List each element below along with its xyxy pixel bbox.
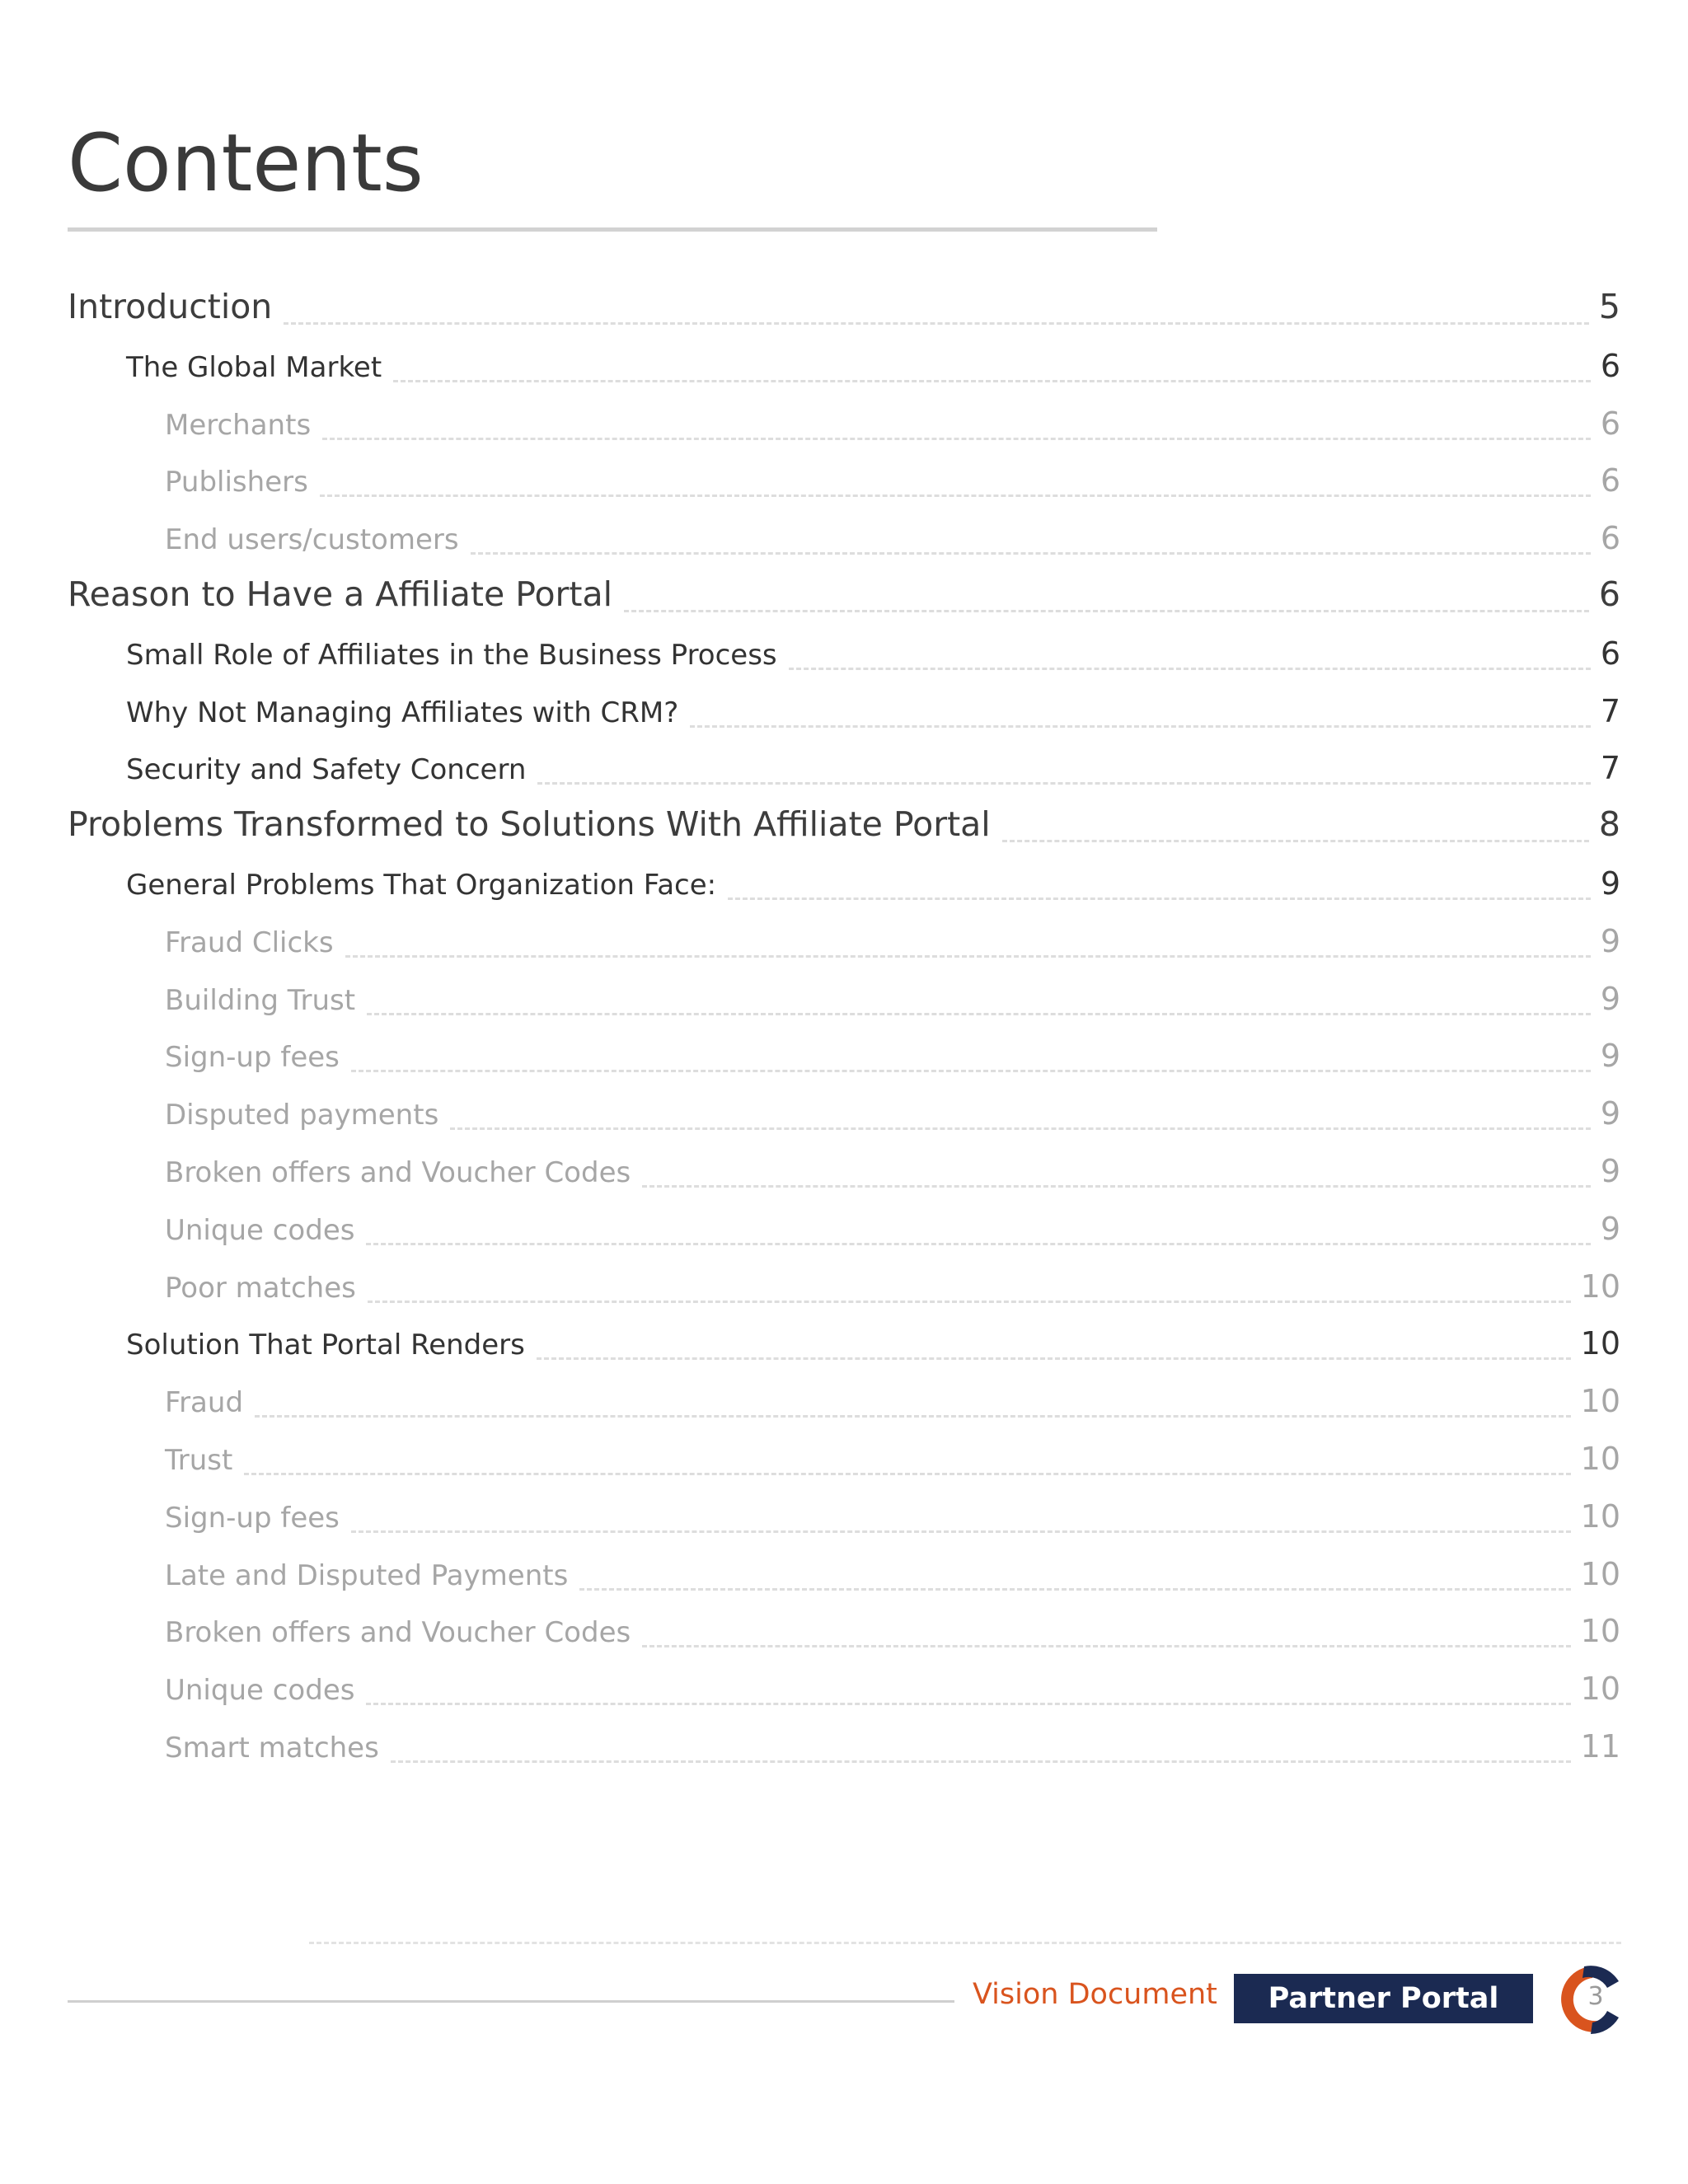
toc-entry[interactable] [165,1370,1620,1419]
toc-entry-label: Publishers [165,466,308,499]
toc-entry-page: 9 [1600,1038,1620,1075]
toc-entry-label: Broken offers and Voucher Codes [165,1616,631,1650]
toc-entry-page: 6 [1600,347,1620,384]
dotted-leader-line [309,1942,1621,1944]
toc-leader-line [642,1185,1591,1188]
toc-entry-label: Poor matches [165,1271,356,1305]
page-title: Contents [68,117,424,209]
toc-entry[interactable] [165,1140,1620,1189]
toc-leader-line [579,1588,1570,1591]
toc-entry-label: Trust [165,1444,233,1477]
toc-entry-label: Unique codes [165,1213,355,1247]
toc-entry-page: 10 [1580,1383,1620,1420]
toc-entry-label: Sign-up fees [165,1041,340,1075]
toc-entry[interactable] [165,507,1620,556]
toc-entry-label: Sign-up fees [165,1501,340,1535]
toc-leader-line [284,322,1589,325]
toc-entry-label: Security and Safety Concern [126,753,527,787]
toc-entry-label: Why Not Managing Affiliates with CRM? [126,696,679,729]
toc-entry-page: 6 [1600,520,1620,557]
toc-entry[interactable] [126,737,1620,786]
toc-entry[interactable] [165,1657,1620,1707]
toc-entry[interactable] [165,1255,1620,1305]
toc-leader-line [345,955,1591,958]
toc-entry[interactable] [165,1485,1620,1535]
toc-entry-label: Smart matches [165,1732,379,1765]
toc-entry-page: 9 [1600,922,1620,959]
toc-leader-line [471,552,1591,555]
toc-leader-line [728,898,1591,900]
toc-entry[interactable] [126,335,1620,384]
toc-entry[interactable] [165,1715,1620,1765]
toc-leader-line [244,1473,1570,1475]
toc-entry-page: 8 [1598,804,1620,845]
toc-leader-line [391,1760,1571,1763]
toc-entry[interactable] [68,794,1620,844]
footer-badge: Partner Portal [1234,1974,1533,2023]
footer-document-label: Vision Document [973,1978,1217,2011]
toc-entry[interactable] [165,1600,1620,1649]
toc-entry[interactable] [126,852,1620,902]
toc-leader-line [255,1415,1571,1418]
toc-leader-line [450,1127,1591,1130]
toc-entry-page: 9 [1600,1210,1620,1247]
toc-leader-line [351,1070,1591,1072]
footer-divider [68,2000,954,2003]
toc-leader-line [368,1301,1571,1303]
toc-entry[interactable] [68,277,1620,326]
toc-entry-page: 10 [1580,1613,1620,1650]
toc-entry-label: Unique codes [165,1674,355,1708]
toc-entry-label: Small Role of Affiliates in the Business Process [126,638,777,672]
toc-leader-line [624,610,1589,612]
toc-entry[interactable] [68,565,1620,614]
toc-entry[interactable] [126,1312,1620,1361]
toc-leader-line [1002,840,1589,842]
toc-entry-page: 10 [1580,1268,1620,1305]
toc-leader-line [393,380,1591,382]
toc-entry-page: 10 [1580,1555,1620,1592]
toc-entry-page: 9 [1600,980,1620,1017]
toc-leader-line [322,438,1591,440]
toc-entry-label: General Problems That Organization Face: [126,869,717,902]
toc-entry[interactable] [165,1197,1620,1247]
toc-entry-page: 10 [1580,1671,1620,1708]
toc-entry-label: End users/customers [165,523,459,557]
toc-entry[interactable] [165,449,1620,499]
toc-leader-line [537,782,1590,785]
toc-entry[interactable] [165,1082,1620,1132]
toc-entry[interactable] [165,392,1620,442]
toc-entry-page: 10 [1580,1441,1620,1477]
toc-entry-page: 9 [1600,865,1620,902]
toc-entry-page: 6 [1598,574,1620,614]
toc-entry-label: Solution That Portal Renders [126,1329,525,1362]
toc-entry[interactable] [165,1024,1620,1074]
toc-entry-page: 11 [1580,1728,1620,1765]
toc-entry-page: 10 [1580,1497,1620,1535]
toc-entry[interactable] [126,680,1620,729]
toc-leader-line [366,1703,1570,1705]
toc-entry-label: Late and Disputed Payments [165,1558,569,1592]
toc-entry-page: 6 [1600,635,1620,672]
toc-entry-label: Problems Transformed to Solutions With Affiliate Portal [68,804,991,845]
toc-entry-label: Reason to Have a Affiliate Portal [68,574,613,614]
toc-leader-line [351,1530,1571,1533]
toc-entry[interactable] [126,622,1620,672]
toc-leader-line [642,1645,1570,1647]
toc-entry-label: Fraud [165,1386,244,1420]
page-number: 3 [1587,1982,1604,2011]
toc-entry-page: 10 [1580,1325,1620,1362]
toc-entry-page: 9 [1600,1153,1620,1189]
toc-leader-line [367,1013,1591,1015]
toc-entry-label: Fraud Clicks [165,926,334,959]
toc-leader-line [366,1243,1590,1245]
toc-entry-page: 6 [1600,462,1620,499]
toc-leader-line [789,668,1591,670]
toc-leader-line [690,725,1591,728]
toc-entry-page: 9 [1600,1095,1620,1132]
toc-entry-page: 6 [1600,405,1620,442]
toc-entry-label: Broken offers and Voucher Codes [165,1156,631,1189]
toc-entry-label: The Global Market [126,350,382,384]
toc-entry-label: Merchants [165,408,312,442]
toc-entry-label: Introduction [68,287,273,326]
toc-entry[interactable] [165,1543,1620,1592]
toc-leader-line [320,494,1591,497]
toc-entry[interactable] [165,910,1620,959]
toc-entry-page: 7 [1600,750,1620,787]
toc-entry-label: Building Trust [165,983,356,1017]
toc-entry-page: 5 [1598,287,1620,326]
toc-entry-page: 7 [1600,692,1620,729]
toc-leader-line [537,1357,1571,1360]
toc-entry-label: Disputed payments [165,1099,439,1132]
toc-entry[interactable] [165,968,1620,1017]
toc-entry[interactable] [165,1427,1620,1477]
